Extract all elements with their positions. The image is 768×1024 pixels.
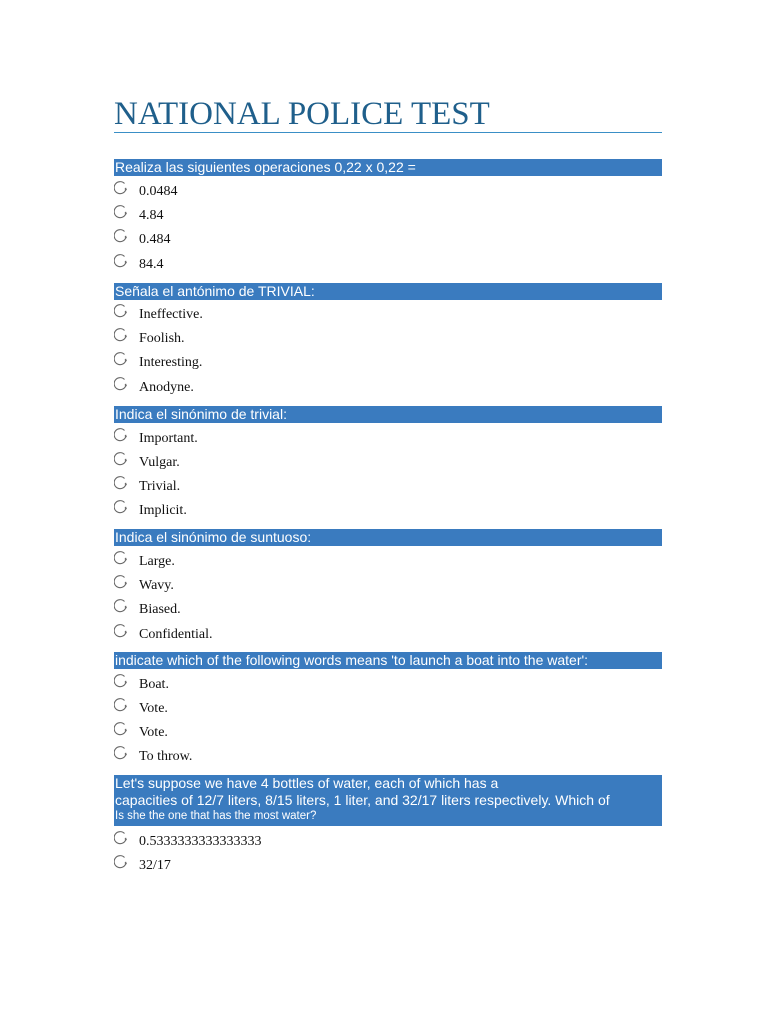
radio-button-icon[interactable]: [114, 452, 128, 466]
question-6-prompt-line-2: capacities of 12/7 liters, 8/15 liters, 1 liter, and 32/17 liters respectively. Which of: [115, 792, 610, 808]
question-2-option-2[interactable]: [114, 328, 662, 350]
option-label: Vote.: [139, 725, 168, 740]
question-3-option-4[interactable]: [114, 500, 662, 522]
title-divider: [114, 132, 662, 133]
question-6-option-1[interactable]: [114, 831, 662, 853]
option-label: 4.84: [139, 208, 164, 223]
option-label: 0.0484: [139, 184, 178, 199]
question-1-prompt: Realiza las siguientes operaciones 0,22 x 0,22 =: [114, 159, 662, 176]
option-label: Biased.: [139, 602, 181, 617]
radio-button-icon[interactable]: [114, 855, 128, 869]
option-label: Wavy.: [139, 578, 174, 593]
question-3-option-2[interactable]: [114, 452, 662, 474]
question-3-option-1[interactable]: [114, 428, 662, 450]
radio-button-icon[interactable]: [114, 428, 128, 442]
page-title: NATIONAL POLICE TEST: [114, 96, 490, 132]
question-1-option-2[interactable]: [114, 205, 662, 227]
option-label: 84.4: [139, 257, 164, 272]
question-4-option-3[interactable]: [114, 599, 662, 621]
radio-button-icon[interactable]: [114, 476, 128, 490]
question-2-option-4[interactable]: [114, 377, 662, 399]
question-5-prompt: indicate which of the following words means 'to launch a boat into the water':: [114, 652, 662, 669]
radio-button-icon[interactable]: [114, 599, 128, 613]
radio-button-icon[interactable]: [114, 551, 128, 565]
option-label: Anodyne.: [139, 380, 194, 395]
question-5-option-4[interactable]: [114, 746, 662, 768]
option-label: Ineffective.: [139, 307, 203, 322]
question-2-option-1[interactable]: [114, 304, 662, 326]
radio-button-icon[interactable]: [114, 229, 128, 243]
question-6-prompt-line-3: Is she the one that has the most water?: [115, 810, 317, 822]
radio-button-icon[interactable]: [114, 624, 128, 638]
option-label: Trivial.: [139, 479, 181, 494]
option-label: Vote.: [139, 701, 168, 716]
radio-button-icon[interactable]: [114, 304, 128, 318]
radio-button-icon[interactable]: [114, 377, 128, 391]
question-3-option-3[interactable]: [114, 476, 662, 498]
option-label: Foolish.: [139, 331, 185, 346]
radio-button-icon[interactable]: [114, 352, 128, 366]
radio-button-icon[interactable]: [114, 254, 128, 268]
option-label: Interesting.: [139, 355, 203, 370]
radio-button-icon[interactable]: [114, 698, 128, 712]
question-2-option-3[interactable]: [114, 352, 662, 374]
radio-button-icon[interactable]: [114, 674, 128, 688]
question-3-prompt: Indica el sinónimo de trivial:: [114, 406, 662, 423]
question-5-option-2[interactable]: [114, 698, 662, 720]
question-1-option-3[interactable]: [114, 229, 662, 251]
option-label: Large.: [139, 554, 175, 569]
radio-button-icon[interactable]: [114, 575, 128, 589]
question-4-option-1[interactable]: [114, 551, 662, 573]
question-6-prompt-line-1: Let's suppose we have 4 bottles of water, each of which has a: [115, 775, 499, 791]
option-label: Boat.: [139, 677, 169, 692]
option-label: 0.484: [139, 232, 171, 247]
radio-button-icon[interactable]: [114, 181, 128, 195]
option-label: Confidential.: [139, 627, 213, 642]
question-6-prompt: [114, 775, 662, 826]
question-5-option-3[interactable]: [114, 722, 662, 744]
question-5-option-1[interactable]: [114, 674, 662, 696]
option-label: Vulgar.: [139, 455, 180, 470]
question-4-option-2[interactable]: [114, 575, 662, 597]
radio-button-icon[interactable]: [114, 746, 128, 760]
option-label: To throw.: [139, 749, 193, 764]
question-4-option-4[interactable]: [114, 624, 662, 646]
option-label: 32/17: [139, 858, 171, 873]
radio-button-icon[interactable]: [114, 328, 128, 342]
question-4-prompt: Indica el sinónimo de suntuoso:: [114, 529, 662, 546]
option-label: Important.: [139, 431, 198, 446]
radio-button-icon[interactable]: [114, 722, 128, 736]
question-1-option-1[interactable]: [114, 181, 662, 203]
question-2-prompt: Señala el antónimo de TRIVIAL:: [114, 283, 662, 300]
question-1-option-4[interactable]: [114, 254, 662, 276]
question-6-option-2[interactable]: [114, 855, 662, 877]
radio-button-icon[interactable]: [114, 831, 128, 845]
radio-button-icon[interactable]: [114, 205, 128, 219]
radio-button-icon[interactable]: [114, 500, 128, 514]
option-label: Implicit.: [139, 503, 187, 518]
option-label: 0.5333333333333333: [139, 834, 262, 849]
